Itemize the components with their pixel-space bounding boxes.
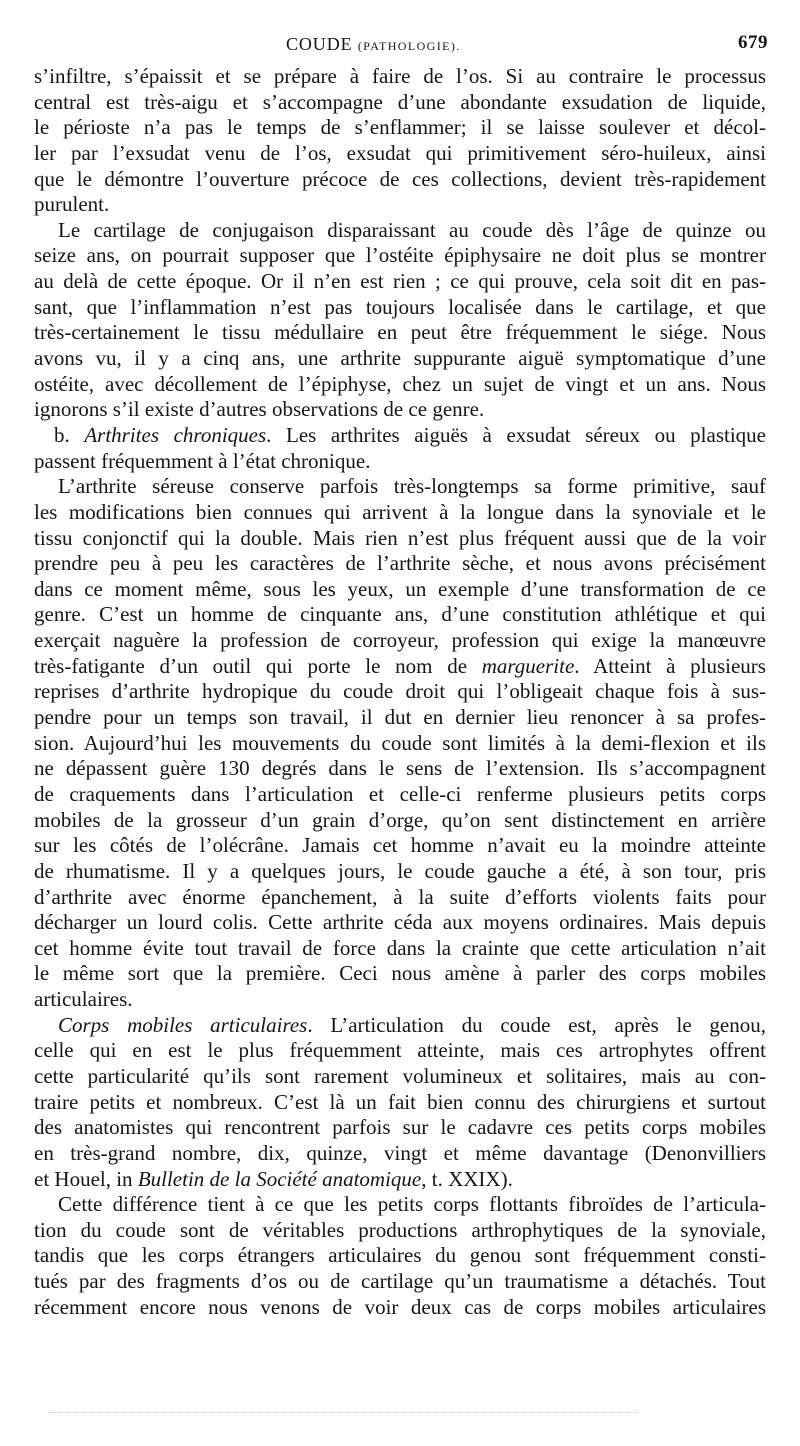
text-line: Cette différence tient à ce que les petits corps flottants fibroïdes de l’articula- [58, 1192, 766, 1217]
page-number: 679 [738, 32, 768, 53]
text-line: genre. C’est un homme de cinquante ans, d’une constitution athlétique et qui [34, 602, 766, 627]
text-line: b. Arthrites chroniques. Les arthrites aiguës à exsudat séreux ou plastique [54, 422, 766, 447]
header-subtitle: (PATHOLOGIE). [357, 39, 461, 53]
text-line: avons vu, il y a cinq ans, une arthrite suppurante aiguë symptomatique d’une [34, 346, 766, 371]
text-line: s’infiltre, s’épaissit et se prépare à faire de l’os. Si au contraire le processus [34, 64, 766, 88]
bottom-dotted-rule [48, 1412, 638, 1414]
text-line: reprises d’arthrite hydropique du coude droit qui l’obligeait chaque fois à sus- [34, 679, 766, 704]
text-line: que le démontre l’ouverture précoce de ces collections, devient très-rapidement [34, 166, 766, 191]
text-line: prendre peu à peu les caractères de l’arthrite sèche, et nous avons précisément [34, 551, 766, 576]
text-line: ne dépassent guère 130 degrés dans le sens de l’extension. Ils s’accompagnent [34, 756, 766, 781]
text-line: Corps mobiles articulaires. L’articulation du coude est, après le genou, [58, 1012, 766, 1037]
text-line: et Houel, in Bulletin de la Société anatomique, t. XXIX). [34, 1166, 513, 1191]
running-title [286, 34, 461, 55]
text-line: les modifications bien connues qui arrivent à la longue dans la synoviale et le [34, 499, 766, 524]
text-line: dans ce moment même, sous les yeux, un exemple d’une transformation de ce [34, 576, 766, 601]
paragraph-chronic-arthritis-heading [34, 423, 766, 474]
paragraph-mobile-bodies [34, 1013, 766, 1192]
text-line: au delà de cette époque. Or il n’en est rien ; ce qui prouve, cela soit dit en pas- [34, 269, 766, 294]
text-line: des anatomistes qui rencontrent parfois sur le cadavre ces petits corps mobiles [34, 1115, 766, 1140]
text-line: le périoste n’a pas le temps de s’enflammer; il se laisse soulever et décol- [34, 115, 766, 140]
text-line: traire petits et nombreux. C’est là un fait bien connu des chirurgiens et surtout [34, 1089, 766, 1114]
text-line: cette particularité qu’ils sont rarement volumineux et solitaires, mais au con- [34, 1063, 766, 1088]
article-text [34, 64, 766, 1320]
text-line: très-certainement le tissu médullaire en peut être fréquemment le siége. Nous [34, 320, 766, 345]
text-line: décharger un lourd colis. Cette arthrite céda aux moyens ordinaires. Mais depuis [34, 910, 766, 935]
text-line: cet homme évite tout travail de force dans la crainte que cette articulation n’ait [34, 935, 766, 960]
text-line: le même sort que la première. Ceci nous amène à parler des corps mobiles [34, 961, 766, 986]
paragraph-difference-explanation [34, 1192, 766, 1320]
text-line: tués par des fragments d’os ou de cartilage qu’un traumatisme a détachés. Tout [34, 1269, 766, 1294]
text-line: passent fréquemment à l’état chronique. [34, 448, 371, 473]
italic-term: marguerite [481, 653, 575, 678]
text-line: d’arthrite avec énorme épanchement, à la suite d’efforts violents faits pour [34, 884, 766, 909]
text-line: ignorons s’il existe d’autres observations de ce genre. [34, 397, 485, 422]
text-line: de rhumatisme. Il y a quelques jours, le coude gauche a été, à son tour, pris [34, 858, 766, 883]
running-header [36, 30, 768, 60]
text-line: en très-grand nombre, dix, quinze, vingt et même davantage (Denonvilliers [34, 1140, 766, 1165]
text-line: exerçait naguère la profession de corroyeur, profession qui exige la manœuvre [34, 628, 766, 653]
text-line: articulaires. [34, 987, 133, 1012]
text-line: très-fatigante d’un outil qui porte le nom de marguerite. Atteint à plusieurs [34, 653, 766, 678]
header-title: COUDE [286, 34, 353, 54]
text-line: pendre pour un temps son travail, il dut en dernier lieu renoncer à sa profes- [34, 705, 766, 730]
paragraph-osteitis-continuation [34, 64, 766, 218]
paragraph-epiphyseal-osteitis [34, 218, 766, 423]
text-line: mobiles de la grosseur d’un grain d’orge, qu’on sent distinctement en arrière [34, 807, 766, 832]
text-line: tion du coude sont de véritables productions arthrophytiques de la synoviale, [34, 1217, 766, 1242]
italic-term: Arthrites chroniques [84, 422, 267, 447]
text-line: purulent. [34, 192, 110, 217]
text-line: sion. Aujourd’hui les mouvements du coude sont limités à la demi-flexion et ils [34, 730, 766, 755]
text-line: Le cartilage de conjugaison disparaissant au coude dès l’âge de quinze ou [58, 217, 766, 242]
text-line: de craquements dans l’articulation et celle-ci renferme plusieurs petits corps [34, 781, 766, 806]
text-line: seize ans, on pourrait supposer que l’ostéite épiphysaire ne doit plus se montrer [34, 243, 766, 268]
text-line: L’arthrite séreuse conserve parfois très-longtemps sa forme primitive, sauf [58, 474, 766, 499]
text-line: sur les côtés de l’olécrâne. Jamais cet homme n’avait eu la moindre atteinte [34, 833, 766, 858]
text-line: récemment encore nous venons de voir deux cas de corps mobiles articulaires [34, 1294, 766, 1319]
text-line: ler par l’exsudat venu de l’os, exsudat qui primitivement séro-huileux, ainsi [34, 140, 766, 165]
text-line: sant, que l’inflammation n’est pas toujours localisée dans le cartilage, et que [34, 294, 766, 319]
text-line: ostéite, avec décollement de l’épiphyse, chez un sujet de vingt et un ans. Nous [34, 371, 766, 396]
paragraph-serous-arthritis [34, 474, 766, 1012]
text-line: tandis que les corps étrangers articulaires du genou sont fréquemment consti- [34, 1243, 766, 1268]
text-line: central est très-aigu et s’accompagne d’une abondante exsudation de liquide, [34, 89, 766, 114]
italic-term: Corps mobiles articulaires [58, 1012, 308, 1037]
text-line: celle qui en est le plus fréquemment atteinte, mais ces artrophytes offrent [34, 1038, 766, 1063]
italic-term: Bulletin de la Société anatomique [137, 1166, 422, 1191]
text-line: tissu conjonctif qui la double. Mais rien n’est plus fréquent aussi que de la voir [34, 525, 766, 550]
